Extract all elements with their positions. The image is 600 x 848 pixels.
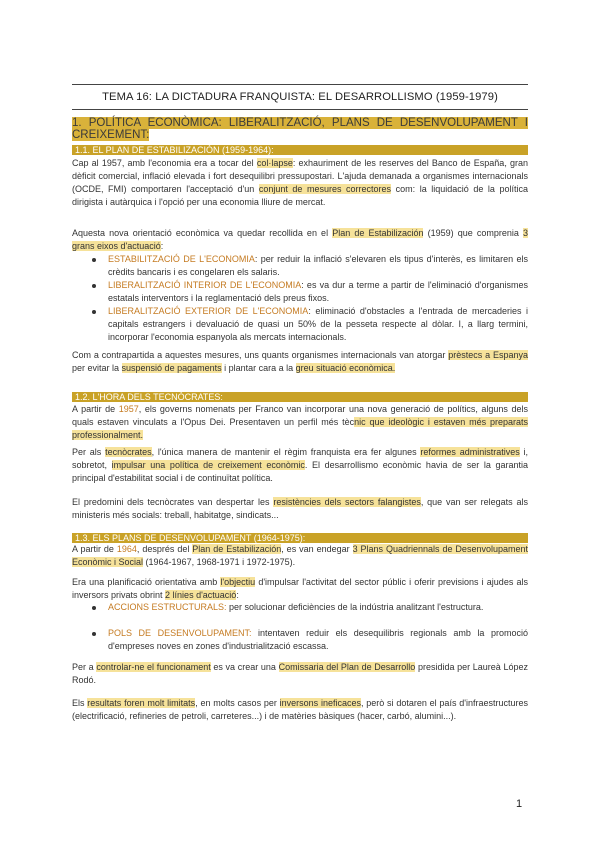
paragraph-1-1-c: Com a contrapartida a aquestes mesures, uns quants organismes internacionals van atorgar prèstecs a Espanya per evitar la suspensió de pagaments i plantar cara a la greu situació econòmica.	[72, 350, 528, 374]
bullet-dot-icon	[92, 258, 96, 262]
paragraph-1-3-c: Per a controlar-ne el funcionament es va crear una Comissaria del Plan de Desarrollo presidida per Laureà López Rodó.	[72, 662, 528, 686]
bullet-item: POLS DE DESENVOLUPAMENT: intentaven reduir els desequilibris regionals amb la promoció d'empreses noves en zones d'industrialització escassa.	[108, 627, 528, 653]
paragraph-1-1-a: Cap al 1957, amb l'economia era a tocar del col·lapse: exhauriment de les reserves del Banco de España, gran dèficit comercial, inflació elevada i fort desequilibri pressupostari. L'ajuda demanada a organismes internacionals (OCDE, FMI) comportaren l'acceptació d'un conjunt de mesures correctores com: la liquidació de la política dirigista i autàrquica i l'opció per una economia lliure de mercat.	[72, 158, 528, 208]
subsection-1-2-heading: 1.2. L'HORA DELS TECNÒCRATES:	[72, 392, 528, 402]
bullet-item: LIBERALITZACIÓ EXTERIOR DE L'ECONOMIA: eliminació d'obstacles a l'entrada de mercaderies i capitals estrangers i devaluació de quasi un 50% de la pesseta respecte al dòlar. I, a llarg termini, incorporar l'economia espanyola als mercats internacionals.	[108, 305, 528, 344]
bullet-item: ESTABILITZACIÓ DE L'ECONOMIA: per reduir la inflació s'elevaren els tipus d'interès, es limitaren els crèdits bancaris i es congelaren els salaris.	[108, 253, 528, 279]
paragraph-1-2-b: Per als tecnòcrates, l'única manera de mantenir el règim franquista era fer algunes reformes administratives i, sobretot, impulsar una política de creixement econòmic. El desarrollismo econòmic havia de ser la garantia principal d'estabilitat social i de continuïtat política.	[72, 447, 529, 484]
subsection-1-3-heading: 1.3. ELS PLANS DE DESENVOLUPAMENT (1964-1975):	[72, 533, 528, 543]
page-number: 1	[516, 798, 523, 810]
paragraph-1-1-b: Aquesta nova orientació econòmica va quedar recollida en el Plan de Estabilización (1959) que comprenia 3 grans eixos d'actuació:	[72, 228, 528, 252]
subsection-1-1-heading: 1.1. EL PLAN DE ESTABILIZACIÓN (1959-1964):	[72, 145, 528, 155]
bullet-dot-icon	[92, 632, 96, 636]
bullet-item: ACCIONS ESTRUCTURALS: per solucionar deficiències de la indústria analitzant l'estructura.	[108, 601, 528, 614]
section-1-heading: 1. POLÍTICA ECONÒMICA: LIBERALITZACIÓ, PLANS DE DESENVOLUPAMENT I CREIXEMENT:	[72, 117, 528, 141]
bullet-item: LIBERALITZACIÓ INTERIOR DE L'ECONOMIA: es va dur a terme a partir de l'eliminació d'organismes estatals interventors i la reglamentació dels preus fixos.	[108, 279, 528, 305]
bullet-dot-icon	[92, 606, 96, 610]
paragraph-1-2-a: A partir de 1957, els governs nomenats per Franco van incorporar una nova generació de polítics, alguns dels quals estaven vinculats a l'Opus Dei. Presentaven un perfil més tècnic que ideològic i estaven més preparats professionalment.	[72, 404, 529, 441]
paragraph-1-3-a: A partir de 1964, després del Plan de Estabilización, es van endegar 3 Plans Quadriennals de Desenvolupament Econòmic i Social (1964-1967, 1968-1971 i 1972-1975).	[72, 544, 528, 568]
document-title-box	[72, 84, 528, 110]
document-title: TEMA 16: LA DICTADURA FRANQUISTA: EL DESARROLLISMO (1959-1979)	[102, 91, 498, 103]
bullet-dot-icon	[92, 310, 96, 314]
bullet-dot-icon	[92, 284, 96, 288]
paragraph-1-3-d: Els resultats foren molt limitats, en molts casos per inversons ineficaces, però si dotaren el país d'infraestructures (electrificació, refineries de petroli, carreteres...) i de matèries bàsiques (hacer, carbó, alumini...).	[72, 698, 528, 722]
paragraph-1-3-b: Era una planificació orientativa amb l'objectiu d'impulsar l'activitat del sector públic i oferir previsions i ajudes als inversors privats obrint 2 línies d'actuació:	[72, 577, 528, 601]
paragraph-1-2-c: El predomini dels tecnòcrates van despertar les resistències dels sectors falangistes, que van ser relegats als ministeris més socials: treball, habitatge, sindicats...	[72, 497, 528, 521]
